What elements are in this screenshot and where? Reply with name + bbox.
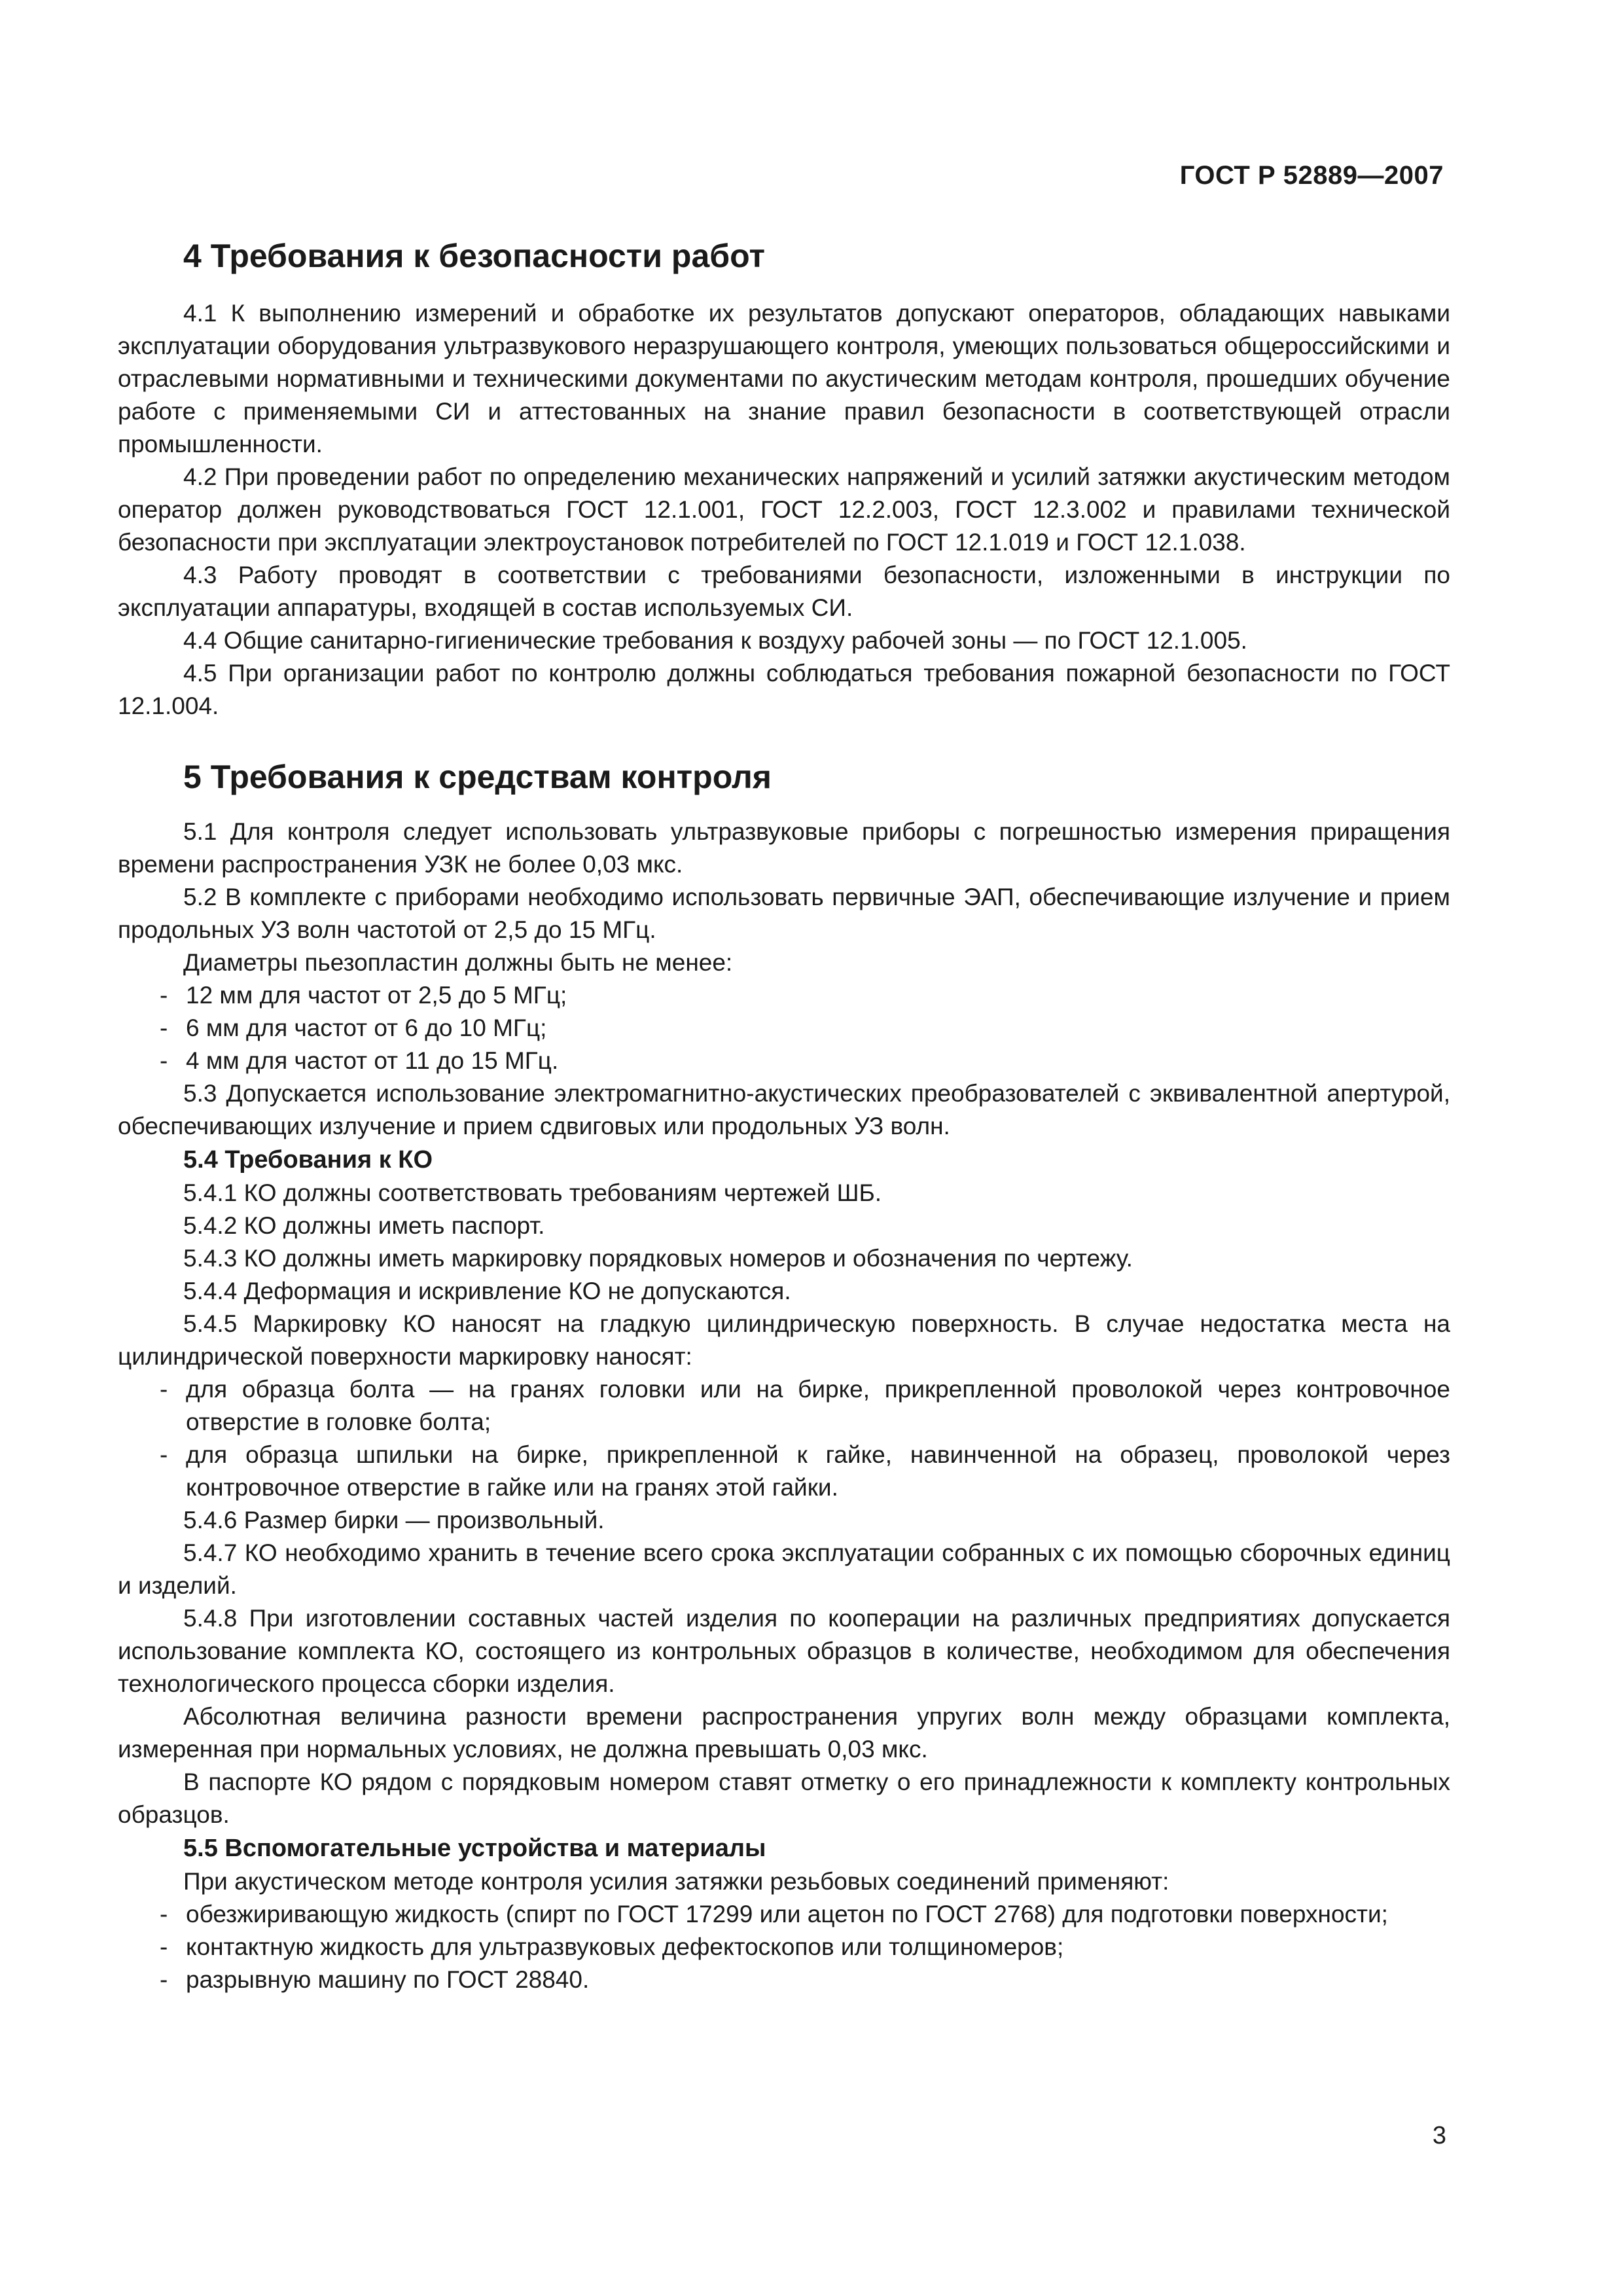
list-item: - 12 мм для частот от 2,5 до 5 МГц; bbox=[160, 982, 567, 1009]
paragraph-5-4-8-c: В паспорте КО рядом с порядковым номером ставят отметку о его принадлежности к комплекту контрольных образцов. bbox=[118, 1768, 1450, 1828]
paragraph-5-4-4: 5.4.4 Деформация и искривление КО не допускаются. bbox=[183, 1278, 791, 1304]
list-item: - для образца шпильки на бирке, прикрепленной к гайке, навинченной на образец, проволокой через контровочное отверстие в гайке или на гранях этой гайки. bbox=[160, 1441, 1450, 1501]
list-item: - обезжиривающую жидкость (спирт по ГОСТ 17299 или ацетон по ГОСТ 2768) для подготовки поверхности; bbox=[160, 1901, 1388, 1928]
list-item: - для образца болта — на гранях головки или на бирке, прикрепленной проволокой через контровочное отверстие в головке болта; bbox=[160, 1376, 1450, 1435]
paragraph-5-4-7: 5.4.7 КО необходимо хранить в течение всего срока эксплуатации собранных с их помощью сборочных единиц и изделий. bbox=[118, 1539, 1450, 1599]
paragraph-5-4-2: 5.4.2 КО должны иметь паспорт. bbox=[183, 1212, 545, 1239]
page-content bbox=[118, 233, 1450, 1996]
paragraph-5-4-1: 5.4.1 КО должны соответствовать требованиям чертежей ШБ. bbox=[183, 1179, 882, 1206]
paragraph-5-2: 5.2 В комплекте с приборами необходимо использовать первичные ЭАП, обеспечивающие излучение и прием продольных УЗ волн частотой от 2,5 до 15 МГц. bbox=[118, 884, 1450, 943]
diameters-intro: Диаметры пьезопластин должны быть не менее: bbox=[183, 949, 733, 976]
paragraph-4-3: 4.3 Работу проводят в соответствии с требованиями безопасности, изложенными в инструкции по эксплуатации аппаратуры, входящей в состав используемых СИ. bbox=[118, 562, 1450, 621]
paragraph-4-5: 4.5 При организации работ по контролю должны соблюдаться требования пожарной безопасности по ГОСТ 12.1.004. bbox=[118, 660, 1450, 719]
list-item: - разрывную машину по ГОСТ 28840. bbox=[160, 1966, 590, 1993]
paragraph-4-2: 4.2 При проведении работ по определению механических напряжений и усилий затяжки акустическим методом оператор должен руководствоваться ГОСТ 12.1.001, ГОСТ 12.2.003, ГОСТ 12.3.002 и правилами технической безопасности при эксплуатации электроустановок потребителей по ГОСТ 12.1.019 и ГОСТ 12.1.038. bbox=[118, 463, 1450, 556]
paragraph-5-5-intro: При акустическом методе контроля усилия затяжки резьбовых соединений применяют: bbox=[183, 1868, 1169, 1895]
subsection-5-4-title: 5.4 Требования к КО bbox=[183, 1146, 433, 1174]
paragraph-5-4-5: 5.4.5 Маркировку КО наносят на гладкую цилиндрическую поверхность. В случае недостатка места на цилиндрической поверхности маркировку наносят: bbox=[118, 1310, 1450, 1370]
subsection-5-5-title: 5.5 Вспомогательные устройства и материалы bbox=[183, 1835, 766, 1862]
page-number: 3 bbox=[1432, 2122, 1446, 2149]
paragraph-5-4-8: 5.4.8 При изготовлении составных частей изделия по кооперации на различных предприятиях допускается использование комплекта КО, состоящего из контрольных образцов в количестве, необходимом для обеспечения технологического процесса сборки изделия. bbox=[118, 1605, 1450, 1697]
paragraph-4-4: 4.4 Общие санитарно-гигиенические требования к воздуху рабочей зоны — по ГОСТ 12.1.005. bbox=[183, 627, 1247, 654]
paragraph-5-4-6: 5.4.6 Размер бирки — произвольный. bbox=[183, 1507, 605, 1534]
list-item: - 6 мм для частот от 6 до 10 МГц; bbox=[160, 1014, 547, 1041]
list-item: - 4 мм для частот от 11 до 15 МГц. bbox=[160, 1047, 559, 1074]
paragraph-5-1: 5.1 Для контроля следует использовать ультразвуковые приборы с погрешностью измерения приращения времени распространения УЗК не более 0,03 мкс. bbox=[118, 818, 1450, 878]
paragraph-5-4-3: 5.4.3 КО должны иметь маркировку порядковых номеров и обозначения по чертежу. bbox=[183, 1245, 1133, 1272]
document-header: ГОСТ Р 52889—2007 bbox=[1179, 161, 1444, 190]
paragraph-5-4-8-b: Абсолютная величина разности времени распространения упругих волн между образцами комплекта, измеренная при нормальных условиях, не должна превышать 0,03 мкс. bbox=[118, 1703, 1450, 1763]
paragraph-4-1: 4.1 К выполнению измерений и обработке их результатов допускают операторов, обладающих навыками эксплуатации оборудования ультразвукового неразрушающего контроля, умеющих пользоваться общероссийскими и отраслевыми нормативными и техническими документами по акустическим методам контроля, прошедших обучение работе с применяемыми СИ и аттестованных на знание правил безопасности в соответствующей отрасли промышленности. bbox=[118, 300, 1450, 457]
section-5-title: 5 Требования к средствам контроля bbox=[183, 759, 772, 795]
section-4-title: 4 Требования к безопасности работ bbox=[183, 238, 765, 274]
list-item: - контактную жидкость для ультразвуковых дефектоскопов или толщиномеров; bbox=[160, 1933, 1064, 1960]
paragraph-5-3: 5.3 Допускается использование электромагнитно-акустических преобразователей с эквивалентной апертурой, обеспечивающих излучение и прием сдвиговых или продольных УЗ волн. bbox=[118, 1080, 1450, 1139]
